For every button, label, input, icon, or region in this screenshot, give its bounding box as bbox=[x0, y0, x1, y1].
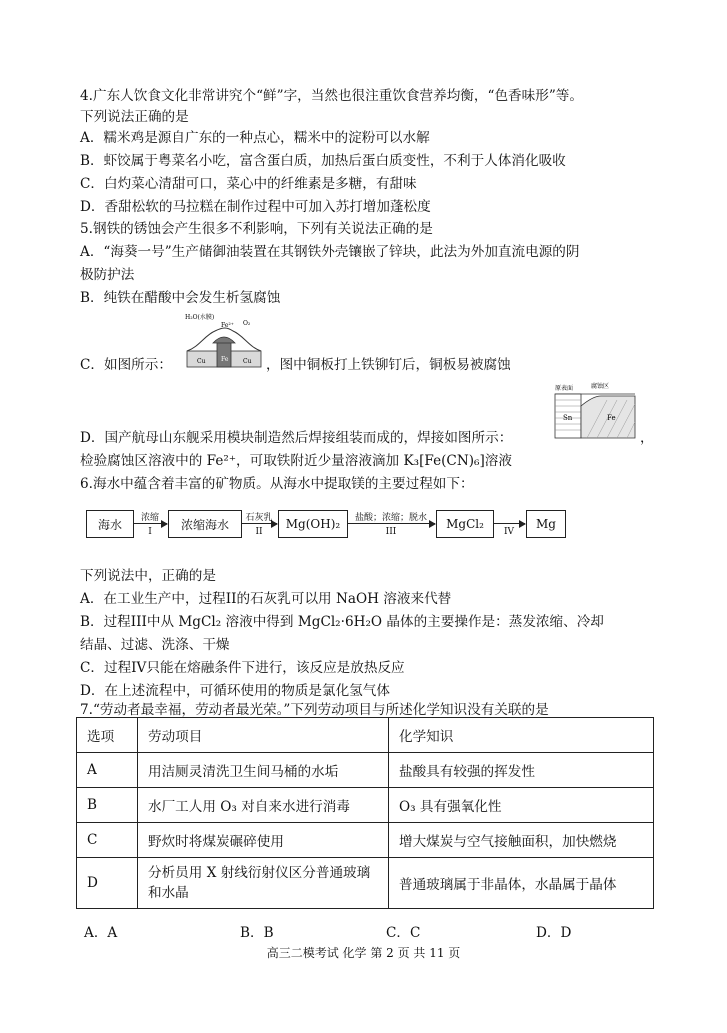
table-row bbox=[77, 858, 654, 909]
flow-arrow-3-step: III bbox=[385, 527, 397, 537]
table-row bbox=[77, 788, 654, 823]
page-footer: 高三二模考试 化学 第 2 页 共 11 页 bbox=[266, 946, 461, 960]
fig-d-fe-label: Fe bbox=[607, 414, 616, 422]
q4-option-d: D．香甜松软的马拉糕在制作过程中可加入苏打增加蓬松度 bbox=[80, 199, 431, 215]
table-cell-knowledge: 盐酸具有较强的挥发性 bbox=[389, 753, 654, 788]
fig-c-fe-ion-label: Fe²⁺ bbox=[221, 322, 234, 329]
table-cell-labor: 用洁厕灵清洗卫生间马桶的水垢 bbox=[138, 753, 389, 788]
table-header-knowledge: 化学知识 bbox=[389, 718, 654, 753]
flow-mgcl2-box: MgCl₂ bbox=[436, 510, 494, 538]
table-row bbox=[77, 823, 654, 858]
q7-table bbox=[76, 717, 654, 909]
flow-arrow-2-label: 石灰乳 bbox=[245, 513, 273, 523]
fig-c-water-label: H₂O(水膜) bbox=[185, 314, 215, 321]
table-header-row bbox=[77, 718, 654, 753]
table-cell-labor: 分析员用 X 射线衍射仪区分普通玻璃和水晶 bbox=[138, 858, 389, 909]
answer-choice-a: A．A bbox=[84, 925, 118, 941]
fig-c-o2-label: O₂ bbox=[243, 320, 251, 327]
corrosion-rivet-figure bbox=[185, 313, 263, 373]
welding-corrosion-figure bbox=[553, 382, 637, 440]
flow-seawater-box: 海水 bbox=[86, 510, 134, 538]
flow-arrow-3-label: 盐酸；浓缩；脱水 bbox=[354, 513, 427, 523]
q4-stem-line2: 下列说法正确的是 bbox=[80, 109, 189, 125]
q6-option-b-line1: B．过程III中从 MgCl₂ 溶液中得到 MgCl₂·6H₂O 晶体的主要操作是：蒸发浓缩、冷却 bbox=[80, 614, 604, 630]
table-header-option: 选项 bbox=[77, 718, 138, 753]
answer-choice-b: B．B bbox=[240, 925, 274, 941]
fig-d-sn-label: Sn bbox=[563, 414, 573, 422]
flow-arrow-1 bbox=[133, 523, 167, 524]
q4-option-c: C．白灼菜心清甜可口，菜心中的纤维素是多糖，有甜味 bbox=[80, 176, 417, 192]
table-row bbox=[77, 753, 654, 788]
q6-option-d: D．在上述流程中，可循环使用的物质是氯化氢气体 bbox=[80, 683, 390, 699]
answer-choice-c: C．C bbox=[386, 925, 421, 941]
q5-option-b: B．纯铁在醋酸中会发生析氢腐蚀 bbox=[80, 290, 281, 306]
flow-arrow-2-step: II bbox=[255, 527, 263, 537]
fig-c-fe-label: Fe bbox=[221, 356, 229, 363]
flow-arrow-4-step: IV bbox=[503, 527, 515, 537]
q6-intro: 下列说法中，正确的是 bbox=[80, 568, 216, 584]
flow-arrow-1-step: I bbox=[148, 527, 152, 537]
table-cell-knowledge: 增大煤炭与空气接触面积，加快燃烧 bbox=[389, 823, 654, 858]
q6-stem: 6.海水中蕴含着丰富的矿物质。从海水中提取镁的主要过程如下： bbox=[80, 476, 474, 492]
table-cell-knowledge: 普通玻璃属于非晶体，水晶属于晶体 bbox=[389, 858, 654, 909]
flow-arrow-4 bbox=[493, 523, 525, 524]
fig-d-surface-label: 原表面 bbox=[555, 385, 574, 392]
table-cell-labor: 野炊时将煤炭碾碎使用 bbox=[138, 823, 389, 858]
q5-option-d-line1: D．国产航母山东舰采用模块制造然后焊接组装而成的，焊接如图所示： bbox=[80, 430, 513, 446]
q4-option-b: B．虾饺属于粤菜名小吃，富含蛋白质，加热后蛋白质变性，不利于人体消化吸收 bbox=[80, 153, 566, 169]
table-cell-option: B bbox=[77, 788, 138, 823]
table-cell-option: D bbox=[77, 858, 138, 909]
q4-option-a: A．糯米鸡是源自广东的一种点心，糯米中的淀粉可以水解 bbox=[80, 130, 430, 146]
q5-option-a-line2: 极防护法 bbox=[80, 267, 135, 283]
flow-arrow-1-label: 浓缩 bbox=[140, 513, 159, 523]
q5-option-d-line1-end: ， bbox=[640, 430, 654, 446]
q7-stem: 7.“劳动者最幸福，劳动者最光荣。”下列劳动项目与所述化学知识没有关联的是 bbox=[80, 702, 549, 718]
q5-option-c-suffix: ，图中铜板打上铁铆钉后，铜板易被腐蚀 bbox=[266, 357, 511, 373]
q6-option-c: C．过程IV只能在熔融条件下进行，该反应是放热反应 bbox=[80, 660, 405, 676]
q6-option-b-line2: 结晶、过滤、洗涤、干燥 bbox=[80, 637, 230, 653]
table-header-labor: 劳动项目 bbox=[138, 718, 389, 753]
table-cell-knowledge: O₃ 具有强氧化性 bbox=[389, 788, 654, 823]
fig-c-cu-right-label: Cu bbox=[243, 358, 252, 365]
flow-arrow-3 bbox=[347, 523, 435, 524]
table-cell-labor: 水厂工人用 O₃ 对自来水进行消毒 bbox=[138, 788, 389, 823]
answer-choice-d: D．D bbox=[536, 925, 572, 941]
q5-option-a-line1: A．“海葵一号”生产储御油装置在其钢铁外壳镶嵌了锌块，此法为外加直流电源的阴 bbox=[80, 244, 580, 260]
q6-option-a: A．在工业生产中，过程II的石灰乳可以用 NaOH 溶液来代替 bbox=[80, 591, 452, 607]
flow-mg-box: Mg bbox=[526, 510, 566, 538]
fig-c-cu-left-label: Cu bbox=[197, 358, 206, 365]
flow-arrow-2 bbox=[241, 523, 277, 524]
q5-option-d-line2: 检验腐蚀区溶液中的 Fe²⁺，可取铁附近少量溶液滴加 K₃[Fe(CN)₆]溶液 bbox=[80, 453, 512, 469]
flow-mgoh2-box: Mg(OH)₂ bbox=[278, 510, 348, 538]
q5-option-c-prefix: C．如图所示： bbox=[80, 357, 172, 373]
fig-d-corrosion-label: 腐蚀区 bbox=[591, 383, 610, 390]
table-cell-option: A bbox=[77, 753, 138, 788]
q4-stem-line1: 4.广东人饮食文化非常讲究个“鲜”字，当然也很注重饮食营养均衡，“色香味形”等。 bbox=[80, 88, 583, 104]
flow-concentrated-seawater-box: 浓缩海水 bbox=[168, 510, 242, 538]
q5-stem: 5.钢铁的锈蚀会产生很多不利影响，下列有关说法正确的是 bbox=[80, 221, 433, 237]
table-cell-option: C bbox=[77, 823, 138, 858]
